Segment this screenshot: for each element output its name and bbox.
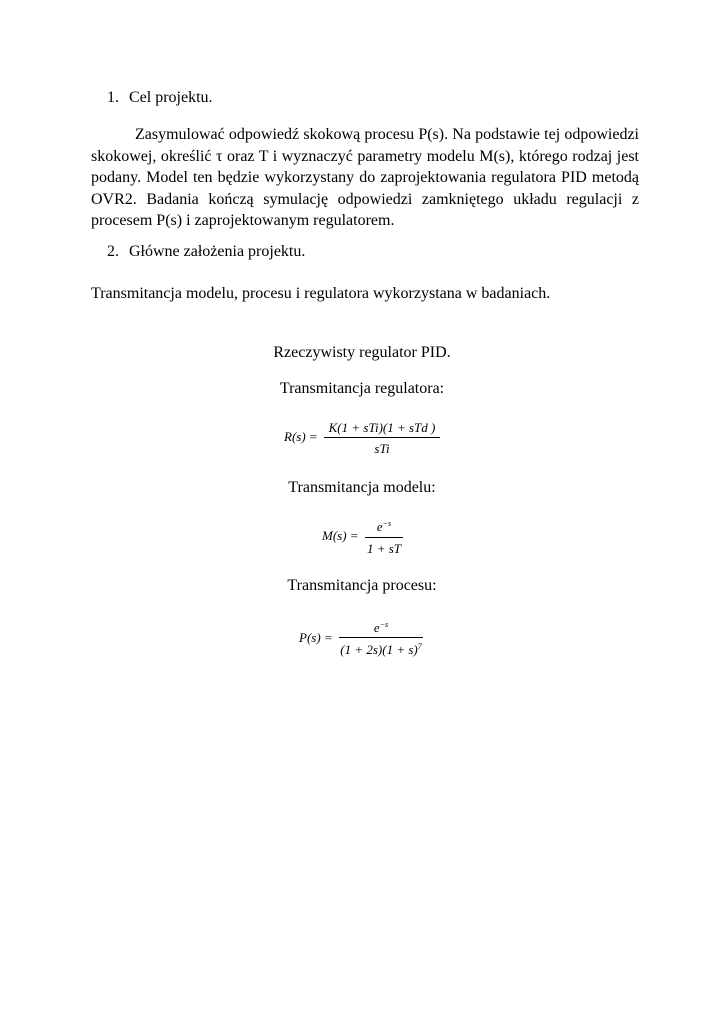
regulator-lhs: R(s) =	[284, 429, 318, 444]
section-1-heading	[107, 88, 213, 108]
regulator-caption: Transmitancja regulatora:	[279, 380, 445, 397]
process-denominator: $(1 + 2s)(1 + s)^7$	[340, 642, 422, 657]
model-numerator: $e^{-s}$	[376, 519, 392, 534]
regulator-numerator: K(1 + sTi)(1 + sTd )	[328, 420, 436, 435]
model-denominator: 1 + sT	[366, 541, 402, 556]
process-caption: Transmitancja procesu:	[287, 577, 437, 594]
section-2-heading	[107, 242, 305, 262]
model-lhs: M(s) =	[322, 528, 359, 543]
pid-title: Rzeczywisty regulator PID.	[273, 344, 451, 361]
model-formula	[322, 516, 412, 558]
process-fraction	[339, 618, 423, 662]
section-2-number: 2.	[107, 243, 119, 260]
section-1-paragraph-text: Zasymulować odpowiedź skokową procesu P(s). Na podstawie tej odpowiedzi skokowej, określić τ oraz T i wyznaczyć parametry modelu M(s), którego rodzaj jest podany. Model ten będzie wykorzystany do zaprojektowania regulatora PID metodą OVR2. Badania kończą symulację odpowiedzi zamkniętego układu regulacji z procesem P(s) i zaprojektowanym regulatorem.	[91, 126, 639, 230]
regulator-denominator: sTi	[374, 441, 390, 456]
regulator-fraction-bar	[324, 437, 440, 438]
process-numerator: $e^{-s}$	[373, 620, 389, 635]
model-fraction-bar	[365, 537, 403, 538]
section-1-number: 1.	[107, 89, 119, 106]
section-2-title: Główne założenia projektu.	[129, 243, 306, 260]
regulator-formula	[284, 418, 454, 458]
section-1-paragraph	[91, 124, 639, 232]
process-lhs: P(s) =	[299, 630, 333, 645]
model-fraction	[365, 516, 403, 558]
model-caption: Transmitancja modelu:	[288, 479, 436, 496]
process-formula	[299, 618, 429, 662]
regulator-fraction	[324, 418, 440, 458]
section-1-title: Cel projektu.	[129, 89, 213, 106]
process-fraction-bar	[339, 637, 423, 638]
intro-line: Transmitancja modelu, procesu i regulatora wykorzystana w badaniach.	[91, 285, 551, 302]
